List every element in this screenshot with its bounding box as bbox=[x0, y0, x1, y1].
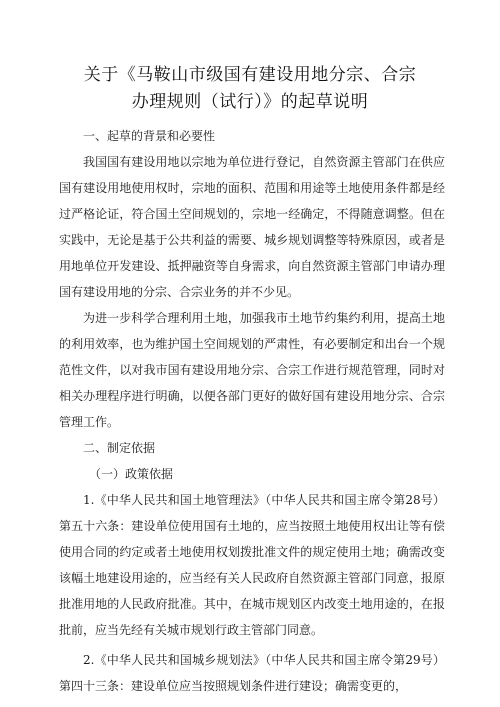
paragraph-necessity: 为进一步科学合理利用土地，加强我市土地节约集约利用，提高土地的利用效率，也为维护国土空间规划的严肃性，有必要制定和出台一个规范性文件，以对我市国有建设用地分宗、合宗工作进行规范管理，同时对相关办理程序进行明确，以便各部门更好的做好国有建设用地分宗、合宗管理工作。 bbox=[59, 311, 445, 429]
document-title-line-2: 办理规则（试行）》的起草说明 bbox=[131, 92, 369, 112]
subsection-heading-policy: （一）政策依据 bbox=[89, 467, 174, 481]
policy-item-land-law: 1.《中华人民共和国土地管理法》（中华人民共和国主席令第28号）第五十六条：建设单位使用国有土地的，应当按照土地使用权出让等有偿使用合同的约定或者土地使用权划拨批准文件的规定使用土地；确需改变该幅土地建设用途的，应当经有关人民政府自然资源主管部门同意，报原批准用地的人民政府批准。其中，在城市规划区内改变土地用途的，在报批前，应当先经有关城市规划行政主管部门同意。 bbox=[59, 493, 445, 637]
section-heading-background: 一、起草的背景和必要性 bbox=[83, 129, 216, 143]
paragraph-background: 我国国有建设用地以宗地为单位进行登记，自然资源主管部门在供应国有建设用地使用权时，宗地的面积、范围和用途等土地使用条件都是经过严格论证，符合国土空间规划的，宗地一经确定，不得随意调整。但在实践中，无论是基于公共利益的需要、城乡规划调整等特殊原因，或者是用地单位开发建设、抵押融资等自身需求，向自然资源主管部门申请办理国有建设用地的分宗、合宗业务的并不少见。 bbox=[59, 155, 445, 299]
document-title-line-1: 关于《马鞍山市级国有建设用地分宗、合宗 bbox=[83, 65, 417, 85]
policy-item-planning-law: 2.《中华人民共和国城乡规划法》（中华人民共和国主席令第29号）第四十三条：建设单位应当按照规划条件进行建设；确需变更的， bbox=[59, 653, 445, 693]
document-body bbox=[59, 123, 445, 699]
section-heading-basis: 二、制定依据 bbox=[83, 441, 156, 455]
